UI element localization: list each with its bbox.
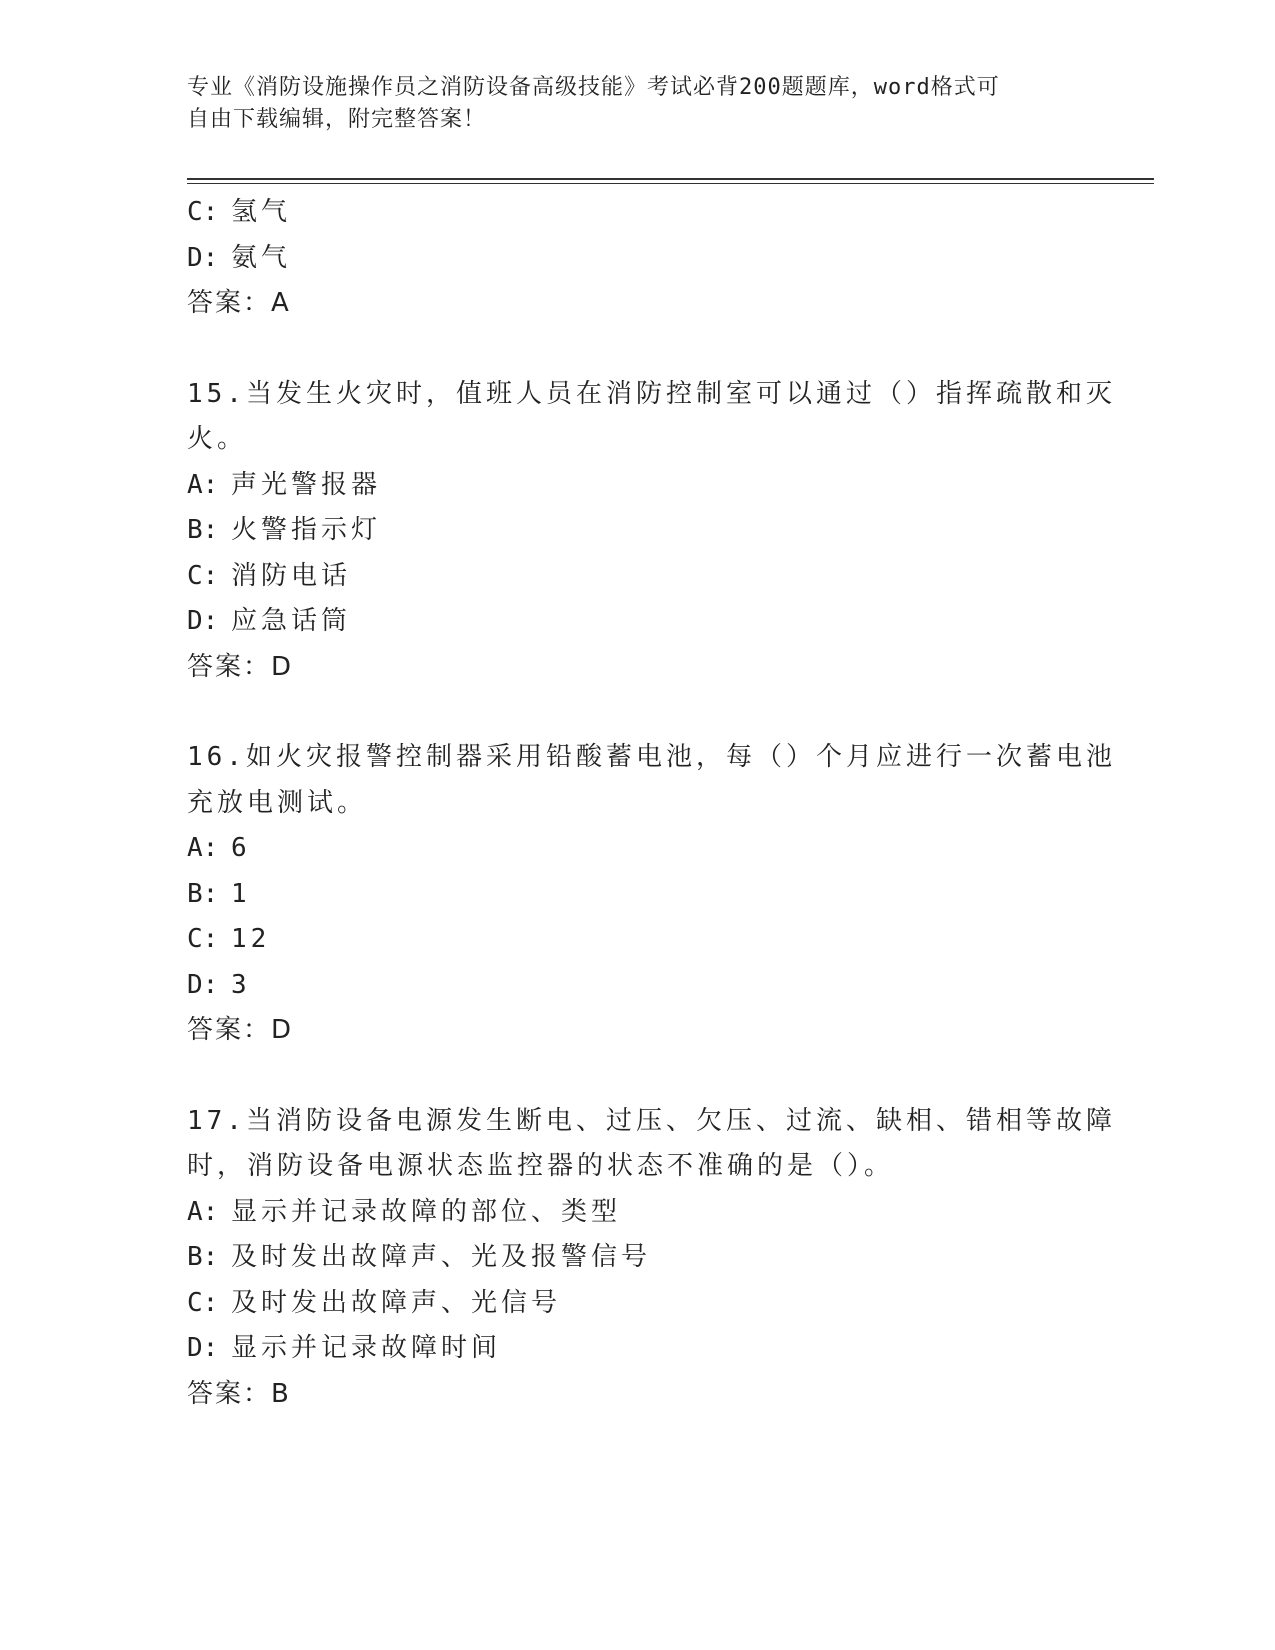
question-17 [187,1099,1116,1418]
option-c [187,917,1087,963]
option-text: 3 [231,969,251,1000]
option-c [187,1281,1087,1327]
option-c [187,554,1087,600]
header-divider-bottom [187,183,1154,184]
option-text: 应急话筒 [231,606,352,636]
option-letter: A: [187,833,219,863]
option-letter: B: [187,515,219,545]
option-d [187,236,1087,282]
spacer [187,1054,1087,1099]
question-stem-line-2: 火。 [187,424,248,454]
option-letter: C: [187,1287,219,1318]
option-text: 声光警报器 [231,469,382,500]
option-text: 火警指示灯 [231,515,382,545]
option-text: 氢气 [231,197,292,227]
question-15 [187,372,1116,691]
option-text: 及时发出故障声、光及报警信号 [231,1242,652,1272]
option-text: 消防电话 [231,560,352,591]
option-letter: D: [187,606,219,636]
question-stem-line-1: 16.如火灾报警控制器采用铅酸蓄电池，每（）个月应进行一次蓄电池 [187,742,1116,772]
question-16 [187,735,1116,1054]
option-text: 显示并记录故障时间 [231,1333,502,1363]
answer-line: 答案：D [187,651,294,682]
spacer [187,327,1087,372]
option-letter: C: [187,924,219,954]
option-c [187,190,1087,236]
option-letter: D: [187,242,219,273]
option-a [187,1190,1087,1236]
header-title-line-1: 专业《消防设施操作员之消防设备高级技能》考试必背200题题库，word格式可 [187,75,1000,100]
answer-line: 答案：A [187,288,291,318]
option-d [187,1326,1087,1372]
question-stem-line-1: 15.当发生火灾时，值班人员在消防控制室可以通过（）指挥疏散和灭 [187,378,1116,409]
option-b [187,872,1087,918]
option-d [187,599,1087,645]
previous-question-tail [187,190,1087,327]
option-text: 显示并记录故障的部位、类型 [231,1196,622,1227]
option-text: 12 [231,924,271,954]
option-letter: C: [187,197,219,227]
question-stem-line-1: 17.当消防设备电源发生断电、过压、欠压、过流、缺相、错相等故障 [187,1105,1116,1136]
question-stem-line-2: 时，消防设备电源状态监控器的状态不准确的是（）。 [187,1151,895,1181]
option-a [187,463,1087,509]
option-letter: D: [187,1333,219,1363]
option-a [187,826,1087,872]
option-b [187,1235,1087,1281]
option-text: 及时发出故障声、光信号 [231,1287,562,1318]
option-d [187,963,1087,1009]
option-letter: D: [187,969,219,1000]
option-letter: B: [187,1242,219,1272]
header-divider-top [187,178,1154,180]
option-text: 6 [231,833,251,863]
page-header [187,72,1067,136]
question-content [187,190,1116,1417]
option-letter: A: [187,1196,219,1227]
answer-line: 答案：B [187,1378,291,1409]
option-letter: C: [187,560,219,591]
header-title-line-2: 自由下载编辑，附完整答案！ [187,107,487,132]
question-stem-line-2: 充放电测试。 [187,787,368,818]
option-letter: A: [187,469,219,500]
answer-line: 答案：D [187,1015,294,1045]
option-letter: B: [187,878,219,909]
option-text: 1 [231,878,251,909]
spacer [187,690,1087,735]
option-text: 氨气 [231,242,292,273]
option-b [187,508,1087,554]
